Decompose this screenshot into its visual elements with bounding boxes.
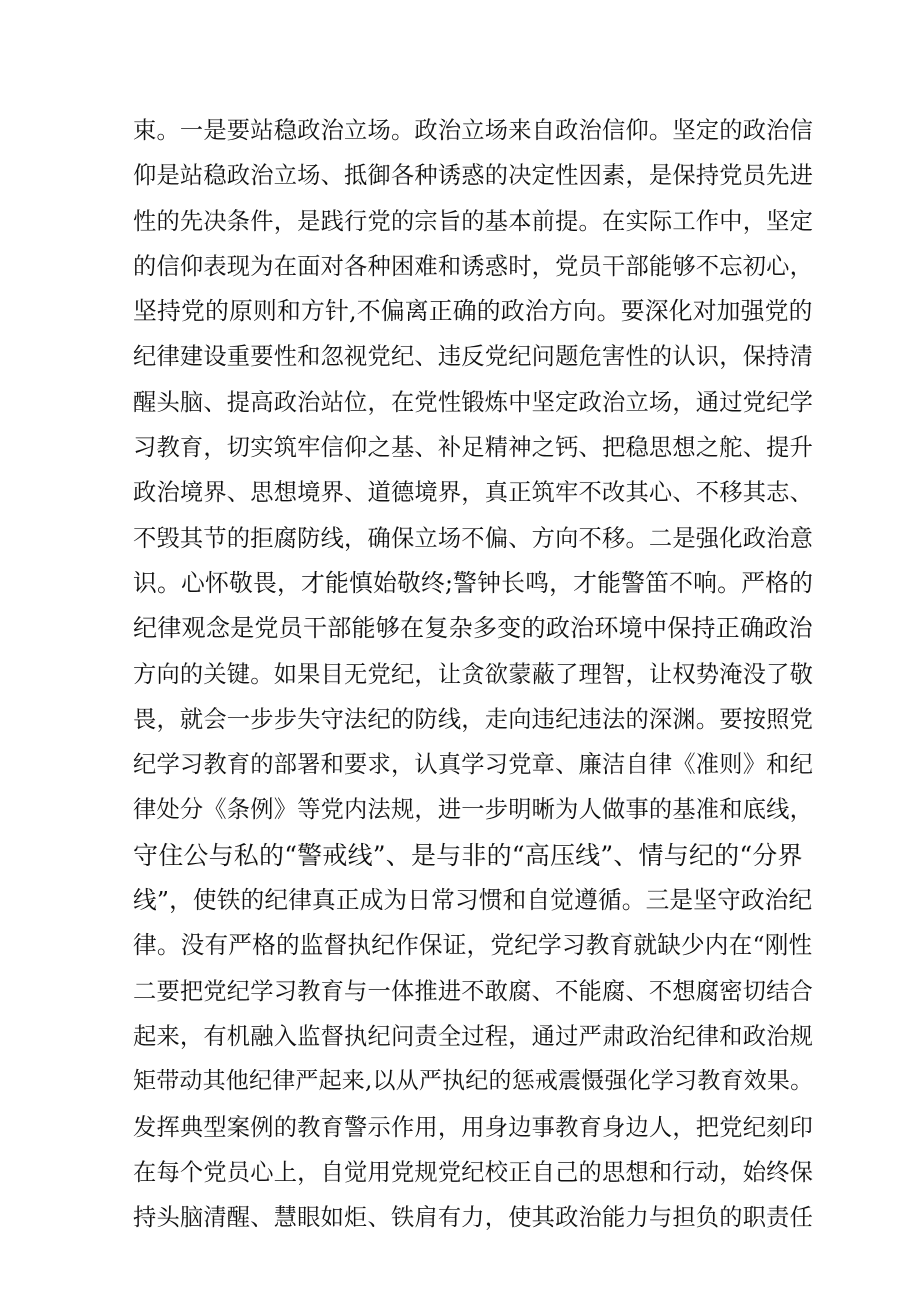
text-line: 方向的关键。如果目无党纪，让贪欲蒙蔽了理智，让权势淹没了敬: [133, 660, 814, 688]
text-line: 纪律建设重要性和忽视党纪、违反党纪问题危害性的认识，保持清: [133, 343, 814, 371]
text-line: 矩带动其他纪律严起来,以从严执纪的惩戒震慑强化学习教育效果。: [133, 1068, 814, 1095]
text-line: 持头脑清醒、慧眼如炬、铁肩有力，使其政治能力与担负的职责任: [133, 1204, 814, 1232]
text-line: 坚持党的原则和方针,不偏离正确的政治方向。要深化对加强党的: [133, 297, 813, 326]
text-line: 性的先决条件，是践行党的宗旨的基本前提。在实际工作中，坚定: [133, 207, 814, 235]
text-line: 醒头脑、提高政治站位，在党性锻炼中坚定政治立场，通过党纪学: [133, 388, 814, 416]
text-line: 纪律观念是党员干部能够在复杂多变的政治环境中保持正确政治: [133, 614, 813, 643]
text-line: 起来，有机融入监督执纪问责全过程，通过严肃政治纪律和政治规: [133, 1022, 814, 1050]
text-line: 束。一是要站稳政治立场。政治立场来自政治信仰。坚定的政治信: [133, 117, 814, 144]
text-line: 仰是站稳政治立场、抵御各种诱惑的决定性因素，是保持党员先进: [133, 162, 814, 190]
text-line: 线”，使铁的纪律真正成为日常习惯和自觉遵循。三是坚守政治纪: [133, 886, 813, 915]
text-line: 守住公与私的“警戒线”、是与非的“高压线”、情与纪的“分界: [133, 840, 803, 870]
text-line: 在每个党员心上，自觉用党规党纪校正自己的思想和行动，始终保: [133, 1158, 814, 1186]
text-line: 二要把党纪学习教育与一体推进不敢腐、不能腐、不想腐密切结合: [133, 977, 814, 1005]
text-line: 不毁其节的拒腐防线，确保立场不偏、方向不移。二是强化政治意: [133, 524, 814, 552]
text-line: 纪学习教育的部署和要求，认真学习党章、廉洁自律《准则》和纪: [133, 751, 814, 779]
text-line: 政治境界、思想境界、道德境界，真正筑牢不改其心、不移其志、: [133, 479, 814, 507]
body-text: [133, 108, 813, 1240]
text-line: 的信仰表现为在面对各种困难和诱惑时，党员干部能够不忘初心，: [133, 252, 814, 280]
text-line: 律。没有严格的监督执纪作保证，党纪学习教育就缺少内在“刚性: [133, 931, 813, 960]
text-line: 识。心怀敬畏，才能慎始敬终;警钟长鸣，才能警笛不响。严格的: [133, 568, 814, 597]
text-line: 习教育，切实筑牢信仰之基、补足精神之钙、把稳思想之舵、提升: [133, 434, 814, 462]
text-line: 畏，就会一步步失守法纪的防线，走向违纪违法的深渊。要按照党: [133, 705, 814, 733]
text-line: 律处分《条例》等党内法规，进一步明晰为人做事的基准和底线，: [133, 796, 814, 824]
text-line: 发挥典型案例的教育警示作用，用身边事教育身边人，把党纪刻印: [133, 1113, 814, 1141]
